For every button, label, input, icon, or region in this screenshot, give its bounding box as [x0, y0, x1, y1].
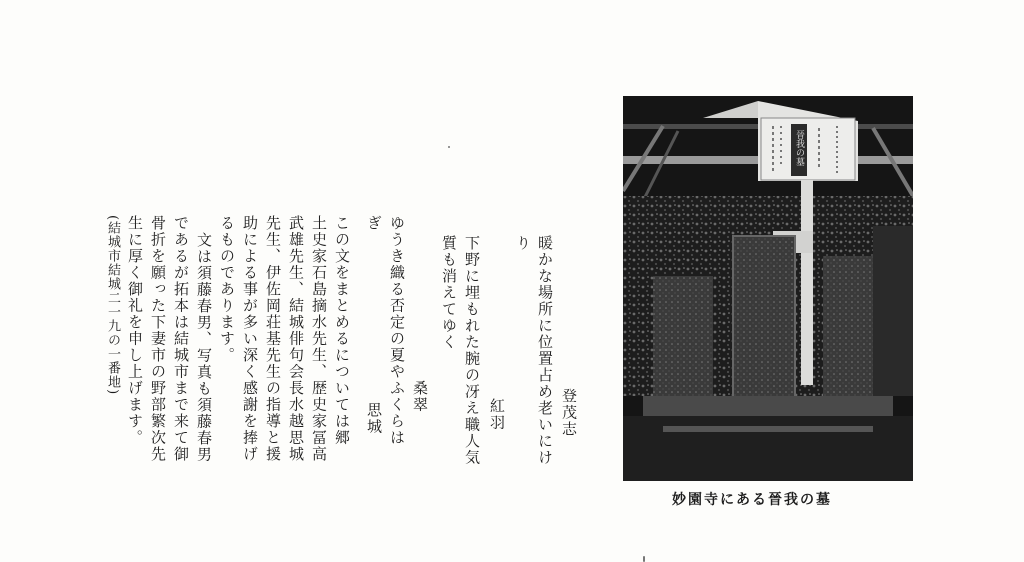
afterword-line-8: であるが拓本は結城市まで来て御	[172, 215, 190, 463]
poem-3-line-1: ゆうき織る否定の夏やふくらは	[388, 215, 406, 446]
poem-author-4: 思城	[365, 402, 383, 435]
poem-2-line-2: 質も消えてゆく	[440, 235, 458, 351]
poem-1-line-1: 暖かな場所に位置占め老いにけ	[536, 235, 554, 466]
afterword-line-1: この文をまとめるについては郷	[333, 215, 351, 446]
afterword-line-2: 土史家石島摘水先生、歴史家冨高	[310, 215, 328, 463]
poem-3-line-2: ぎ	[365, 215, 383, 232]
afterword-line-6: るものであります。	[218, 215, 236, 364]
poem-author-3: 桑翠	[411, 380, 429, 413]
afterword-line-9: 骨折を願った下妻市の野部繁次先	[149, 215, 167, 463]
afterword-line-5: 助による事が多い深く感謝を捧げ	[241, 215, 259, 463]
poem-author-2: 紅羽	[488, 398, 506, 431]
photo-caption: 妙園寺にある晉我の墓	[672, 492, 832, 508]
scan-speck	[643, 556, 645, 562]
scan-speck	[448, 146, 450, 148]
afterword-line-7: 文は須藤春男、写真も須藤春男	[195, 232, 213, 463]
poem-1-line-2: り	[514, 235, 532, 252]
sign-text: 晉我の墓	[794, 130, 804, 166]
grave-photo	[623, 96, 913, 481]
afterword-line-4: 先生、伊佐岡荘基先生の指導と援	[264, 215, 282, 463]
afterword-line-3: 武雄先生、結城俳句会長水越思城	[287, 215, 305, 463]
poem-2-line-1: 下野に埋もれた腕の冴え職人気	[463, 235, 481, 466]
afterword-line-10: 生に厚く御礼を申し上げます。	[126, 215, 144, 446]
address-line: (結城市結城二一九の一番地)	[105, 215, 120, 396]
poem-author-1: 登茂志	[560, 388, 578, 438]
